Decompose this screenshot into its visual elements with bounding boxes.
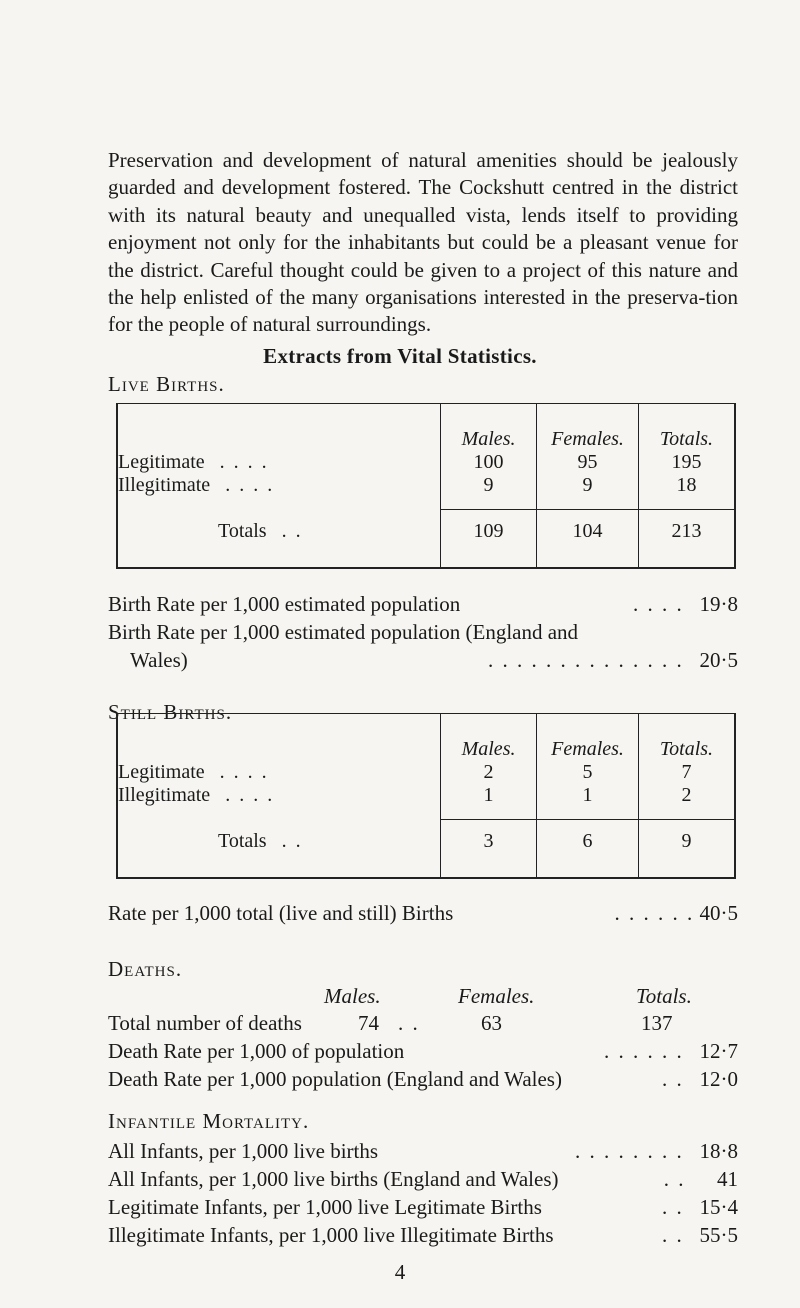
leader-dots: . . — [398, 1011, 420, 1035]
cell-males: 100 — [440, 451, 536, 474]
line-text: All Infants, per 1,000 live births (England and Wales) — [108, 1167, 559, 1191]
cell-males: 109 — [440, 510, 536, 569]
cell-males: 1 — [440, 784, 536, 820]
death-rate-line — [108, 1067, 738, 1092]
infantile-line — [108, 1139, 738, 1164]
line-text: Wales) — [130, 648, 188, 672]
line-text: Illegitimate Infants, per 1,000 live Illegitimate Births — [108, 1223, 554, 1247]
deaths-col-totals: Totals. — [636, 984, 692, 1008]
birth-rate-line — [108, 620, 738, 645]
leader-dots: . . — [281, 519, 303, 542]
deaths-col-females: Females. — [458, 984, 535, 1008]
birth-rate-line — [130, 648, 738, 673]
col-females: Females. — [537, 404, 639, 452]
leader-dots: . . . . — [219, 761, 269, 783]
leader-dots: . . . . — [225, 784, 275, 806]
live-births-table — [116, 403, 736, 569]
leader-dots: . . — [281, 829, 303, 852]
line-value: 41 — [717, 1167, 738, 1191]
infantile-line — [108, 1223, 738, 1248]
deaths-col-males: Males. — [324, 984, 381, 1008]
leader-dots: . . — [662, 1223, 684, 1247]
live-births-heading: Live Births. — [108, 372, 225, 396]
line-value: 20·5 — [699, 648, 738, 672]
birth-rate-line — [108, 592, 738, 617]
cell-totals: 7 — [638, 761, 735, 784]
table-row — [117, 474, 735, 510]
totals-row — [117, 820, 735, 879]
deaths-heading: Deaths. — [108, 957, 183, 981]
line-value: 55·5 — [699, 1223, 738, 1247]
row-label: Totals — [218, 829, 267, 852]
row-label: Illegitimate — [118, 474, 211, 496]
col-males: Males. — [440, 714, 536, 762]
deaths-males-value: 74 — [358, 1011, 379, 1035]
col-totals: Totals. — [638, 714, 735, 762]
col-females: Females. — [537, 714, 639, 762]
table-row — [117, 451, 735, 474]
leader-dots: . . . . — [219, 451, 269, 473]
cell-males: 3 — [440, 820, 536, 879]
cell-males: 2 — [440, 761, 536, 784]
row-label: Legitimate — [118, 451, 205, 473]
line-text: Birth Rate per 1,000 estimated population — [108, 592, 461, 616]
section-title: Extracts from Vital Statistics. — [263, 344, 537, 368]
leader-dots: . . . . . . — [614, 901, 695, 925]
col-males: Males. — [440, 404, 536, 452]
intro-paragraph: Preservation and development of natural amenities should be jealously guarded and development fostered. The Cockshutt centred in the district with its natural beauty and unequalled vista, lends itself to providing enjoyment not only for the inhabitants but could be a pleasant venue for the district. Careful thought could be given to a project of this nature and the help enlisted of the many organisations interested in the preserva-tion for the people of natural surroundings. — [108, 148, 738, 337]
line-value: 40·5 — [699, 901, 738, 925]
cell-females: 5 — [537, 761, 639, 784]
cell-females: 95 — [537, 451, 639, 474]
line-value: 12·0 — [699, 1067, 738, 1091]
infantile-line — [108, 1195, 738, 1220]
leader-dots: . . — [662, 1195, 684, 1219]
cell-females: 9 — [537, 474, 639, 510]
line-value: 12·7 — [699, 1039, 738, 1063]
infantile-line — [108, 1167, 738, 1192]
line-text: Rate per 1,000 total (live and still) Births — [108, 901, 454, 925]
cell-totals: 195 — [638, 451, 735, 474]
still-rate-line — [108, 901, 738, 926]
leader-dots: . . — [663, 1167, 686, 1191]
line-text: Total number of deaths — [108, 1011, 302, 1035]
cell-totals: 2 — [638, 784, 735, 820]
line-text: All Infants, per 1,000 live births — [108, 1139, 379, 1163]
row-label: Totals — [218, 519, 267, 542]
deaths-females-value: 63 — [481, 1011, 502, 1035]
leader-dots: . . . . . . . . — [575, 1139, 684, 1163]
row-label: Illegitimate — [118, 784, 211, 806]
cell-females: 1 — [537, 784, 639, 820]
leader-dots: . . . . — [225, 474, 275, 496]
cell-totals: 213 — [638, 510, 735, 569]
death-rate-line — [108, 1039, 738, 1064]
col-totals: Totals. — [638, 404, 735, 452]
cell-females: 104 — [537, 510, 639, 569]
line-text: Birth Rate per 1,000 estimated population (England and — [108, 620, 579, 644]
cell-males: 9 — [440, 474, 536, 510]
table-row — [117, 784, 735, 820]
leader-dots: . . . . . . — [604, 1039, 684, 1063]
line-text: Legitimate Infants, per 1,000 live Legitimate Births — [108, 1195, 542, 1219]
cell-totals: 18 — [638, 474, 735, 510]
leader-dots: . . . . . . . . . . . . . . — [488, 648, 684, 672]
row-label: Legitimate — [118, 761, 205, 783]
cell-totals: 9 — [638, 820, 735, 879]
leader-dots: . . . . — [633, 592, 684, 616]
leader-dots: . . — [662, 1067, 684, 1091]
totals-row — [117, 510, 735, 569]
deaths-totals-value: 137 — [641, 1011, 673, 1035]
infantile-heading: Infantile Mortality. — [108, 1109, 310, 1133]
line-value: 19·8 — [699, 592, 738, 616]
still-births-table — [116, 713, 736, 879]
page-number: 4 — [394, 1260, 406, 1284]
line-text: Death Rate per 1,000 population (England and Wales) — [108, 1067, 562, 1091]
line-text: Death Rate per 1,000 of population — [108, 1039, 405, 1063]
line-value: 15·4 — [699, 1195, 738, 1219]
table-row — [117, 761, 735, 784]
still-births-heading: Still Births. — [108, 700, 233, 724]
cell-females: 6 — [537, 820, 639, 879]
line-value: 18·8 — [699, 1139, 738, 1163]
